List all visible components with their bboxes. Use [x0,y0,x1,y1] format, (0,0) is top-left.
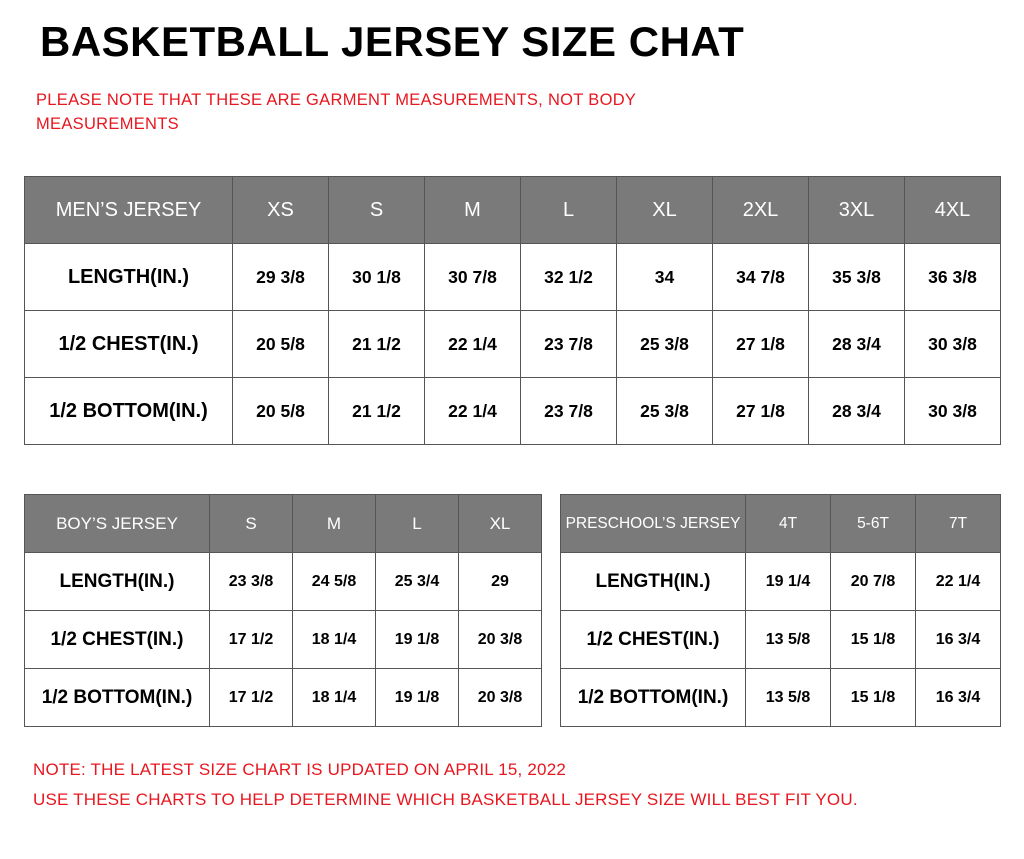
cell-value: 22 1/4 [425,378,521,445]
cell-value: 21 1/2 [329,378,425,445]
cell-value: 29 [459,553,542,611]
row-label-half-bottom: 1/2 BOTTOM(IN.) [561,669,746,727]
cell-value: 18 1/4 [293,669,376,727]
table-row [561,611,1001,669]
cell-value: 27 1/8 [713,378,809,445]
cell-value: 29 3/8 [233,244,329,311]
cell-value: 19 1/8 [376,611,459,669]
row-label-half-chest: 1/2 CHEST(IN.) [561,611,746,669]
cell-value: 25 3/4 [376,553,459,611]
cell-value: 19 1/4 [746,553,831,611]
boys-table-title: BOY’S JERSEY [25,495,210,553]
size-header-7t: 7T [916,495,1001,553]
footer-notes [33,755,983,815]
mens-jersey-table [24,176,1001,445]
cell-value: 20 5/8 [233,378,329,445]
cell-value: 23 3/8 [210,553,293,611]
page-title: BASKETBALL JERSEY SIZE CHAT [40,18,745,65]
cell-value: 35 3/8 [809,244,905,311]
table-header-row [561,495,1001,553]
boys-jersey-table [24,494,542,727]
cell-value: 23 7/8 [521,378,617,445]
table-row [561,553,1001,611]
cell-value: 17 1/2 [210,611,293,669]
cell-value: 25 3/8 [617,311,713,378]
row-label-length: LENGTH(IN.) [25,244,233,311]
cell-value: 15 1/8 [831,669,916,727]
size-header-m: M [425,177,521,244]
table-header-row [25,177,1001,244]
row-label-half-bottom: 1/2 BOTTOM(IN.) [25,378,233,445]
size-header-2xl: 2XL [713,177,809,244]
cell-value: 28 3/4 [809,378,905,445]
cell-value: 13 5/8 [746,611,831,669]
cell-value: 34 [617,244,713,311]
mens-table-title: MEN’S JERSEY [25,177,233,244]
cell-value: 20 3/8 [459,611,542,669]
size-header-4t: 4T [746,495,831,553]
cell-value: 22 1/4 [425,311,521,378]
size-header-xs: XS [233,177,329,244]
size-header-l: L [376,495,459,553]
table-row [25,669,542,727]
cell-value: 20 3/8 [459,669,542,727]
cell-value: 30 7/8 [425,244,521,311]
cell-value: 34 7/8 [713,244,809,311]
table-row [25,611,542,669]
update-note: NOTE: THE LATEST SIZE CHART IS UPDATED ON APRIL 15, 2022 [33,760,567,779]
measurement-disclaimer: PLEASE NOTE THAT THESE ARE GARMENT MEASUREMENTS, NOT BODY MEASUREMENTS [36,91,636,133]
cell-value: 16 3/4 [916,669,1001,727]
cell-value: 20 5/8 [233,311,329,378]
size-header-5-6t: 5-6T [831,495,916,553]
cell-value: 23 7/8 [521,311,617,378]
table-row [25,378,1001,445]
table-row [25,311,1001,378]
cell-value: 15 1/8 [831,611,916,669]
row-label-length: LENGTH(IN.) [561,553,746,611]
cell-value: 16 3/4 [916,611,1001,669]
usage-note: USE THESE CHARTS TO HELP DETERMINE WHICH BASKETBALL JERSEY SIZE WILL BEST FIT YOU. [33,790,858,809]
size-header-3xl: 3XL [809,177,905,244]
cell-value: 24 5/8 [293,553,376,611]
cell-value: 13 5/8 [746,669,831,727]
size-header-m: M [293,495,376,553]
size-header-s: S [210,495,293,553]
cell-value: 30 3/8 [905,311,1001,378]
cell-value: 21 1/2 [329,311,425,378]
size-header-4xl: 4XL [905,177,1001,244]
size-header-xl: XL [459,495,542,553]
preschool-table-title: PRESCHOOL’S JERSEY [561,495,746,553]
cell-value: 36 3/8 [905,244,1001,311]
table-row [25,244,1001,311]
cell-value: 18 1/4 [293,611,376,669]
row-label-half-bottom: 1/2 BOTTOM(IN.) [25,669,210,727]
size-header-l: L [521,177,617,244]
cell-value: 30 3/8 [905,378,1001,445]
table-row [561,669,1001,727]
cell-value: 27 1/8 [713,311,809,378]
size-header-xl: XL [617,177,713,244]
row-label-half-chest: 1/2 CHEST(IN.) [25,611,210,669]
cell-value: 30 1/8 [329,244,425,311]
preschool-jersey-table [560,494,1001,727]
cell-value: 20 7/8 [831,553,916,611]
row-label-half-chest: 1/2 CHEST(IN.) [25,311,233,378]
table-header-row [25,495,542,553]
cell-value: 17 1/2 [210,669,293,727]
cell-value: 32 1/2 [521,244,617,311]
cell-value: 25 3/8 [617,378,713,445]
cell-value: 19 1/8 [376,669,459,727]
cell-value: 22 1/4 [916,553,1001,611]
cell-value: 28 3/4 [809,311,905,378]
row-label-length: LENGTH(IN.) [25,553,210,611]
table-row [25,553,542,611]
size-header-s: S [329,177,425,244]
